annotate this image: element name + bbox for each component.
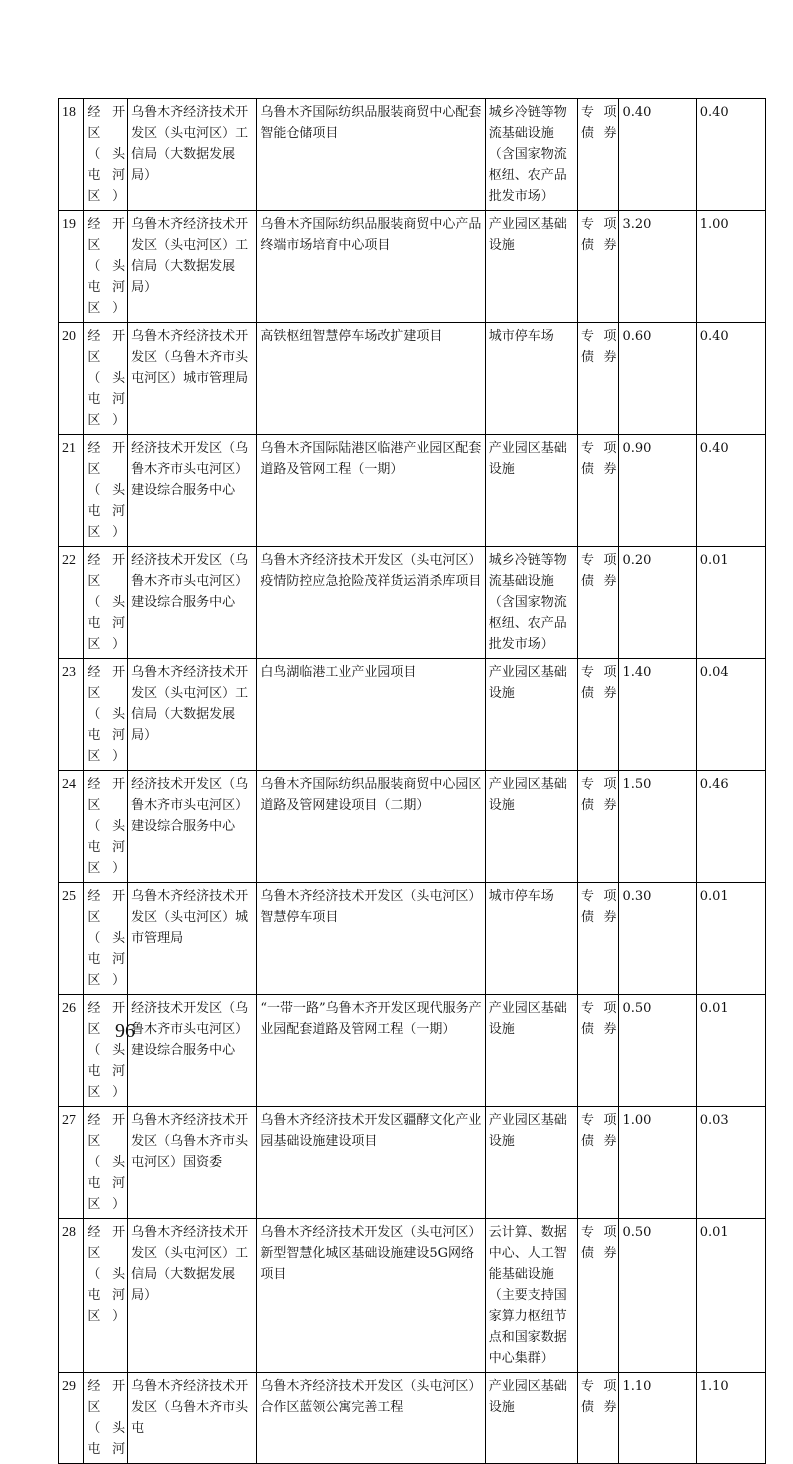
issued-amount-cell: 0.01 (696, 883, 765, 995)
total-amount-cell: 3.20 (619, 211, 696, 323)
district-cell: 经开区（头屯河区） (84, 211, 128, 323)
total-amount-cell: 1.40 (619, 659, 696, 771)
row-number: 26 (59, 995, 84, 1107)
project-name-cell: 白鸟湖临港工业产业园项目 (257, 659, 485, 771)
issued-amount-cell: 0.40 (696, 323, 765, 435)
row-number: 18 (59, 99, 84, 211)
project-name-cell: 乌鲁木齐经济技术开发区疆酵文化产业园基础设施建设项目 (257, 1107, 485, 1219)
district-cell: 经开区（头屯河区） (84, 995, 128, 1107)
responsible-unit-cell: 乌鲁木齐经济技术开发区（乌鲁木齐市头屯河区）国资委 (128, 1107, 257, 1219)
responsible-unit-cell: 经济技术开发区（乌鲁木齐市头屯河区）建设综合服务中心 (128, 995, 257, 1107)
row-number: 21 (59, 435, 84, 547)
project-name-cell: 乌鲁木齐国际陆港区临港产业园区配套道路及管网工程（一期） (257, 435, 485, 547)
bond-type-cell: 专项债券 (577, 995, 619, 1107)
responsible-unit-cell: 乌鲁木齐经济技术开发区（乌鲁木齐市头屯河区）城市管理局 (128, 323, 257, 435)
responsible-unit-cell: 乌鲁木齐经济技术开发区（头屯河区）工信局（大数据发展局） (128, 99, 257, 211)
bond-type-cell: 专项债券 (577, 323, 619, 435)
district-cell: 经开区（头屯河区） (84, 323, 128, 435)
table-row (59, 211, 766, 323)
responsible-unit-cell: 乌鲁木齐经济技术开发区（头屯河区）工信局（大数据发展局） (128, 1219, 257, 1373)
issued-amount-cell: 0.03 (696, 1107, 765, 1219)
row-number: 29 (59, 1373, 84, 1464)
issued-amount-cell: 1.10 (696, 1373, 765, 1464)
row-number: 23 (59, 659, 84, 771)
project-table (58, 98, 766, 1464)
district-cell: 经开区（头屯河区） (84, 547, 128, 659)
total-amount-cell: 0.30 (619, 883, 696, 995)
issued-amount-cell: 0.40 (696, 99, 765, 211)
total-amount-cell: 0.60 (619, 323, 696, 435)
bond-type-cell: 专项债券 (577, 1373, 619, 1464)
table-row (59, 1373, 766, 1464)
issued-amount-cell: 0.46 (696, 771, 765, 883)
investment-field-cell: 城市停车场 (485, 883, 577, 995)
bond-type-cell: 专项债券 (577, 547, 619, 659)
responsible-unit-cell: 乌鲁木齐经济技术开发区（头屯河区）工信局（大数据发展局） (128, 659, 257, 771)
responsible-unit-cell: 乌鲁木齐经济技术开发区（头屯河区）工信局（大数据发展局） (128, 211, 257, 323)
investment-field-cell: 城市停车场 (485, 323, 577, 435)
row-number: 19 (59, 211, 84, 323)
investment-field-cell: 产业园区基础设施 (485, 1373, 577, 1464)
table-row (59, 99, 766, 211)
row-number: 20 (59, 323, 84, 435)
issued-amount-cell: 0.40 (696, 435, 765, 547)
bond-type-cell: 专项债券 (577, 883, 619, 995)
investment-field-cell: 产业园区基础设施 (485, 211, 577, 323)
project-name-cell: 乌鲁木齐国际纺织品服装商贸中心园区道路及管网建设项目（二期） (257, 771, 485, 883)
investment-field-cell: 产业园区基础设施 (485, 1107, 577, 1219)
total-amount-cell: 1.50 (619, 771, 696, 883)
bond-type-cell: 专项债券 (577, 435, 619, 547)
bond-type-cell: 专项债券 (577, 211, 619, 323)
row-number: 28 (59, 1219, 84, 1373)
district-cell: 经开区（头屯河区） (84, 1219, 128, 1373)
row-number: 24 (59, 771, 84, 883)
table-row (59, 883, 766, 995)
responsible-unit-cell: 经济技术开发区（乌鲁木齐市头屯河区）建设综合服务中心 (128, 771, 257, 883)
project-name-cell: 乌鲁木齐国际纺织品服装商贸中心产品终端市场培育中心项目 (257, 211, 485, 323)
issued-amount-cell: 0.04 (696, 659, 765, 771)
bond-type-cell: 专项债券 (577, 99, 619, 211)
issued-amount-cell: 0.01 (696, 995, 765, 1107)
project-name-cell: 乌鲁木齐经济技术开发区（头屯河区）新型智慧化城区基础设施建设5G网络项目 (257, 1219, 485, 1373)
responsible-unit-cell: 经济技术开发区（乌鲁木齐市头屯河区）建设综合服务中心 (128, 435, 257, 547)
project-name-cell: 乌鲁木齐经济技术开发区（头屯河区）合作区蓝领公寓完善工程 (257, 1373, 485, 1464)
project-name-cell: 乌鲁木齐经济技术开发区（头屯河区）疫情防控应急抢险茂祥货运消杀库项目 (257, 547, 485, 659)
investment-field-cell: 产业园区基础设施 (485, 659, 577, 771)
investment-field-cell: 产业园区基础设施 (485, 995, 577, 1107)
investment-field-cell: 城乡冷链等物流基础设施（含国家物流枢纽、农产品批发市场） (485, 99, 577, 211)
table-row (59, 771, 766, 883)
issued-amount-cell: 0.01 (696, 1219, 765, 1373)
row-number: 22 (59, 547, 84, 659)
project-name-cell: 乌鲁木齐国际纺织品服装商贸中心配套智能仓储项目 (257, 99, 485, 211)
bond-type-cell: 专项债券 (577, 1107, 619, 1219)
table-row (59, 435, 766, 547)
district-cell: 经开区（头屯河区） (84, 99, 128, 211)
row-number: 27 (59, 1107, 84, 1219)
investment-field-cell: 城乡冷链等物流基础设施（含国家物流枢纽、农产品批发市场） (485, 547, 577, 659)
table-row (59, 1107, 766, 1219)
table-row (59, 659, 766, 771)
investment-field-cell: 云计算、数据中心、人工智能基础设施（主要支持国家算力枢纽节点和国家数据中心集群） (485, 1219, 577, 1373)
district-cell: 经开区（头屯河区） (84, 659, 128, 771)
district-cell: 经开区（头屯河区） (84, 435, 128, 547)
total-amount-cell: 0.40 (619, 99, 696, 211)
total-amount-cell: 0.20 (619, 547, 696, 659)
district-cell: 经开区（头屯河区） (84, 1107, 128, 1219)
table-body (59, 99, 766, 1464)
investment-field-cell: 产业园区基础设施 (485, 771, 577, 883)
district-cell: 经开区（头屯河区） (84, 883, 128, 995)
responsible-unit-cell: 经济技术开发区（乌鲁木齐市头屯河区）建设综合服务中心 (128, 547, 257, 659)
table-row (59, 547, 766, 659)
district-cell: 经开区（头屯河区） (84, 771, 128, 883)
project-name-cell: 乌鲁木齐经济技术开发区（头屯河区）智慧停车项目 (257, 883, 485, 995)
table-row (59, 1219, 766, 1373)
responsible-unit-cell: 乌鲁木齐经济技术开发区（乌鲁木齐市头屯 (128, 1373, 257, 1464)
district-cell: 经开区（头屯河 (84, 1373, 128, 1464)
table-row (59, 995, 766, 1107)
project-name-cell: 高铁枢纽智慧停车场改扩建项目 (257, 323, 485, 435)
total-amount-cell: 1.10 (619, 1373, 696, 1464)
issued-amount-cell: 1.00 (696, 211, 765, 323)
row-number: 25 (59, 883, 84, 995)
total-amount-cell: 0.50 (619, 995, 696, 1107)
responsible-unit-cell: 乌鲁木齐经济技术开发区（头屯河区）城市管理局 (128, 883, 257, 995)
investment-field-cell: 产业园区基础设施 (485, 435, 577, 547)
total-amount-cell: 0.90 (619, 435, 696, 547)
issued-amount-cell: 0.01 (696, 547, 765, 659)
page-number: 96 (115, 1020, 135, 1042)
bond-type-cell: 专项债券 (577, 1219, 619, 1373)
total-amount-cell: 1.00 (619, 1107, 696, 1219)
bond-type-cell: 专项债券 (577, 659, 619, 771)
table-row (59, 323, 766, 435)
total-amount-cell: 0.50 (619, 1219, 696, 1373)
project-name-cell: “一带一路”乌鲁木齐开发区现代服务产业园配套道路及管网工程（一期） (257, 995, 485, 1107)
bond-type-cell: 专项债券 (577, 771, 619, 883)
